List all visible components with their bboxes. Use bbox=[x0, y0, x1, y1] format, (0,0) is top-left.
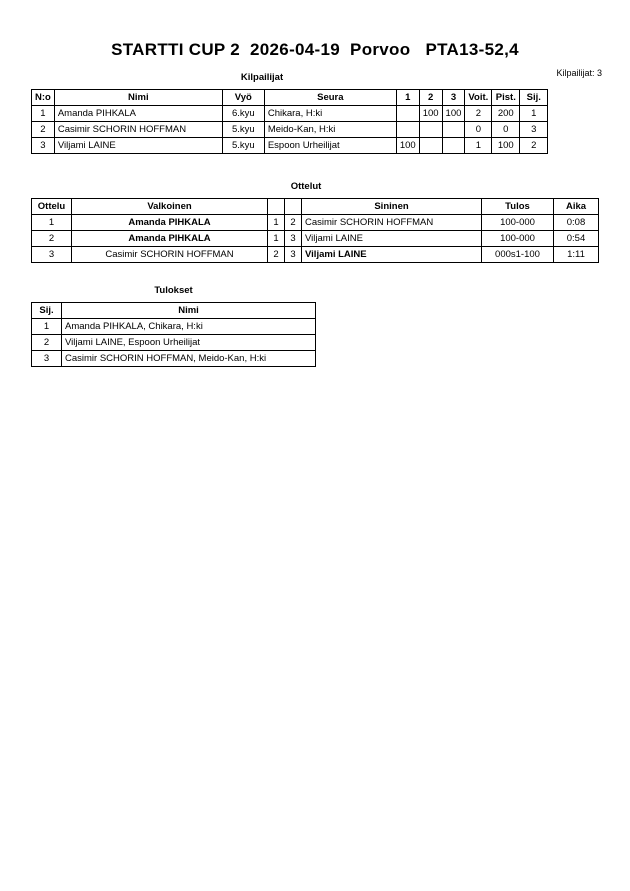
cell-result: 100-000 bbox=[482, 231, 554, 247]
cell-no: 3 bbox=[32, 138, 55, 154]
cell-club: Meido-Kan, H:ki bbox=[264, 122, 396, 138]
cell-white-no: 2 bbox=[268, 247, 285, 263]
cell-white: Amanda PIHKALA bbox=[72, 231, 268, 247]
header-match-3: 3 bbox=[442, 90, 465, 106]
cell-match-1 bbox=[396, 122, 419, 138]
cell-name: Viljami LAINE bbox=[54, 138, 222, 154]
cell-rank: 3 bbox=[520, 122, 548, 138]
header-match-2: 2 bbox=[419, 90, 442, 106]
cell-result: 100-000 bbox=[482, 215, 554, 231]
table-header-row bbox=[32, 199, 599, 215]
cell-white-no: 1 bbox=[268, 215, 285, 231]
cell-match-2 bbox=[419, 122, 442, 138]
cell-white: Casimir SCHORIN HOFFMAN bbox=[72, 247, 268, 263]
cell-blue-no: 3 bbox=[285, 247, 302, 263]
competitor-count: Kilpailijat: 3 bbox=[556, 68, 602, 78]
cell-club: Chikara, H:ki bbox=[264, 106, 396, 122]
cell-rank: 1 bbox=[32, 319, 62, 335]
table-header-row bbox=[32, 90, 548, 106]
cell-match-2 bbox=[419, 138, 442, 154]
cell-name: Casimir SCHORIN HOFFMAN, Meido-Kan, H:ki bbox=[62, 351, 316, 367]
cell-wins: 1 bbox=[465, 138, 492, 154]
header-rank: Sij. bbox=[32, 303, 62, 319]
cell-white-no: 1 bbox=[268, 231, 285, 247]
cell-match-2: 100 bbox=[419, 106, 442, 122]
header-club: Seura bbox=[264, 90, 396, 106]
header-rank: Sij. bbox=[520, 90, 548, 106]
cell-name: Viljami LAINE, Espoon Urheilijat bbox=[62, 335, 316, 351]
cell-result: 000s1-100 bbox=[482, 247, 554, 263]
header-blue-no bbox=[285, 199, 302, 215]
cell-name: Amanda PIHKALA, Chikara, H:ki bbox=[62, 319, 316, 335]
cell-match-3: 100 bbox=[442, 106, 465, 122]
table-row bbox=[32, 247, 599, 263]
table-row bbox=[32, 351, 316, 367]
header-name: Nimi bbox=[62, 303, 316, 319]
cell-grade: 5.kyu bbox=[222, 122, 264, 138]
cell-blue-no: 3 bbox=[285, 231, 302, 247]
header-white-no bbox=[268, 199, 285, 215]
table-row bbox=[32, 138, 548, 154]
cell-match: 2 bbox=[32, 231, 72, 247]
cell-match: 1 bbox=[32, 215, 72, 231]
cell-grade: 5.kyu bbox=[222, 138, 264, 154]
matches-caption: Ottelut bbox=[290, 181, 322, 192]
table-row bbox=[32, 215, 599, 231]
cell-rank: 3 bbox=[32, 351, 62, 367]
table-row bbox=[32, 335, 316, 351]
header-result: Tulos bbox=[482, 199, 554, 215]
cell-white: Amanda PIHKALA bbox=[72, 215, 268, 231]
cell-time: 0:54 bbox=[554, 231, 599, 247]
cell-wins: 2 bbox=[465, 106, 492, 122]
header-blue: Sininen bbox=[302, 199, 482, 215]
cell-club: Espoon Urheilijat bbox=[264, 138, 396, 154]
table-row bbox=[32, 106, 548, 122]
cell-wins: 0 bbox=[465, 122, 492, 138]
cell-rank: 2 bbox=[520, 138, 548, 154]
cell-time: 1:11 bbox=[554, 247, 599, 263]
table-row bbox=[32, 231, 599, 247]
cell-name: Casimir SCHORIN HOFFMAN bbox=[54, 122, 222, 138]
cell-rank: 2 bbox=[32, 335, 62, 351]
cell-points: 0 bbox=[492, 122, 520, 138]
cell-match-1: 100 bbox=[396, 138, 419, 154]
header-match: Ottelu bbox=[32, 199, 72, 215]
table-header-row bbox=[32, 303, 316, 319]
cell-no: 2 bbox=[32, 122, 55, 138]
cell-blue-no: 2 bbox=[285, 215, 302, 231]
header-points: Pist. bbox=[492, 90, 520, 106]
competitors-caption: Kilpailijat bbox=[240, 72, 284, 83]
cell-blue: Viljami LAINE bbox=[302, 247, 482, 263]
matches-table bbox=[31, 198, 599, 263]
cell-grade: 6.kyu bbox=[222, 106, 264, 122]
page-title: STARTTI CUP 2 2026-04-19 Porvoo PTA13-52,4 bbox=[111, 40, 519, 59]
header-no: N:o bbox=[32, 90, 55, 106]
results-caption: Tulokset bbox=[154, 285, 193, 296]
cell-time: 0:08 bbox=[554, 215, 599, 231]
table-row bbox=[32, 319, 316, 335]
header-white: Valkoinen bbox=[72, 199, 268, 215]
cell-blue: Casimir SCHORIN HOFFMAN bbox=[302, 215, 482, 231]
cell-no: 1 bbox=[32, 106, 55, 122]
header-match-1: 1 bbox=[396, 90, 419, 106]
cell-match-1 bbox=[396, 106, 419, 122]
cell-match-3 bbox=[442, 138, 465, 154]
cell-blue: Viljami LAINE bbox=[302, 231, 482, 247]
header-name: Nimi bbox=[54, 90, 222, 106]
competitors-table bbox=[31, 89, 548, 154]
header-wins: Voit. bbox=[465, 90, 492, 106]
table-row bbox=[32, 122, 548, 138]
header-grade: Vyö bbox=[222, 90, 264, 106]
cell-name: Amanda PIHKALA bbox=[54, 106, 222, 122]
cell-points: 200 bbox=[492, 106, 520, 122]
cell-rank: 1 bbox=[520, 106, 548, 122]
cell-points: 100 bbox=[492, 138, 520, 154]
results-table bbox=[31, 302, 316, 367]
cell-match-3 bbox=[442, 122, 465, 138]
header-time: Aika bbox=[554, 199, 599, 215]
cell-match: 3 bbox=[32, 247, 72, 263]
